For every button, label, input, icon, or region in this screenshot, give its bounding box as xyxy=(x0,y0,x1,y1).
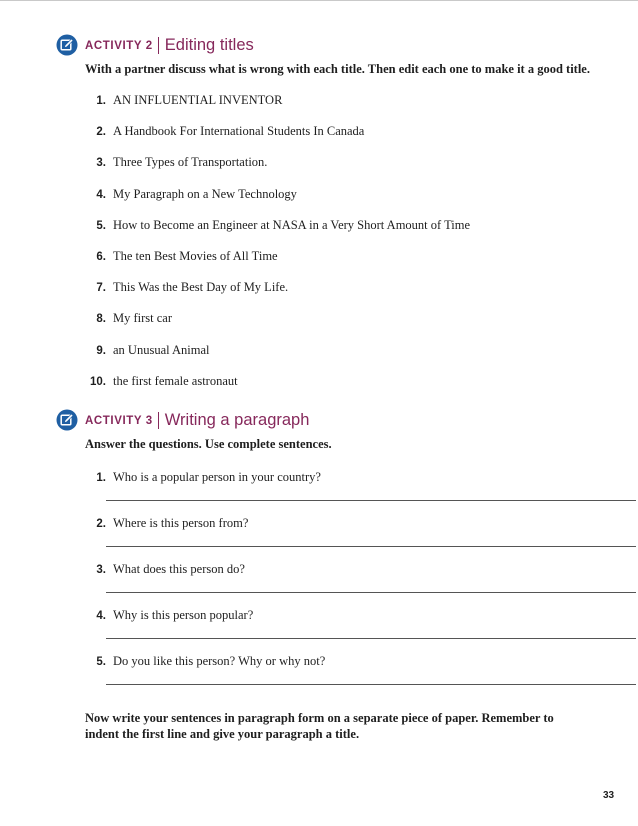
item-number: 3. xyxy=(96,157,106,170)
list-item xyxy=(82,187,470,218)
list-item xyxy=(82,93,470,124)
item-text: AN INFLUENTIAL INVENTOR xyxy=(113,93,283,107)
answer-line[interactable] xyxy=(106,592,636,593)
question-text: What does this person do? xyxy=(113,562,245,576)
item-text: the first female astronaut xyxy=(113,373,238,388)
question-number: 2. xyxy=(96,518,106,530)
activity-3-instructions: Answer the questions. Use complete sentences. xyxy=(85,437,332,451)
item-number: 1. xyxy=(96,95,106,107)
answer-line[interactable] xyxy=(106,638,636,639)
item-text: an Unusual Animal xyxy=(113,342,210,357)
activity-2-title-list xyxy=(82,93,470,405)
item-number: 5. xyxy=(96,219,106,232)
list-item xyxy=(82,374,470,405)
item-number: 4. xyxy=(96,188,106,201)
list-item xyxy=(82,343,470,374)
activity-3-label: ACTIVITY 3 xyxy=(85,415,153,427)
question-text: Who is a popular person in your country? xyxy=(113,470,321,484)
question-number: 4. xyxy=(96,610,106,622)
item-number: 9. xyxy=(96,344,106,357)
question-number: 1. xyxy=(96,472,106,484)
question-item xyxy=(82,608,325,654)
question-number: 3. xyxy=(96,564,106,576)
activity-2-separator xyxy=(158,37,159,54)
activity-2-instructions: With a partner discuss what is wrong with each title. Then edit each one to make it a good title. xyxy=(85,62,590,76)
list-item xyxy=(82,249,470,280)
item-text: The ten Best Movies of All Time xyxy=(113,248,278,263)
activity-3-separator xyxy=(158,412,159,429)
item-text: A Handbook For International Students In Canada xyxy=(113,124,365,139)
activity-2-title: Editing titles xyxy=(164,35,254,54)
question-text: Where is this person from? xyxy=(113,516,249,530)
list-item xyxy=(82,280,470,311)
top-rule xyxy=(0,0,638,1)
list-item xyxy=(82,218,470,249)
answer-line[interactable] xyxy=(106,684,636,685)
question-text: Do you like this person? Why or why not? xyxy=(113,654,326,668)
item-text: Three Types of Transportation. xyxy=(113,155,268,170)
activity-2-header xyxy=(56,33,254,57)
pencil-edit-icon xyxy=(56,409,78,431)
final-instruction: Now write your sentences in paragraph form on a separate piece of paper. Remember to indent the first line and give your paragraph a title. xyxy=(85,711,554,741)
item-text: My Paragraph on a New Technology xyxy=(113,186,297,201)
item-number: 6. xyxy=(96,250,106,263)
item-text: How to Become an Engineer at NASA in a Very Short Amount of Time xyxy=(113,217,471,232)
question-item xyxy=(82,562,325,608)
question-text: Why is this person popular? xyxy=(113,608,254,622)
item-text: My first car xyxy=(113,311,173,326)
question-item xyxy=(82,470,325,516)
activity-3-title: Writing a paragraph xyxy=(164,410,310,429)
item-number: 2. xyxy=(96,126,106,139)
activity-3-header xyxy=(56,408,309,432)
item-text: This Was the Best Day of My Life. xyxy=(113,280,289,295)
item-number: 7. xyxy=(96,282,106,295)
pencil-edit-icon xyxy=(56,34,78,56)
question-item xyxy=(82,654,325,700)
list-item xyxy=(82,124,470,155)
activity-2-label: ACTIVITY 2 xyxy=(85,40,153,52)
item-number: 10. xyxy=(90,375,106,388)
item-number: 8. xyxy=(96,313,106,326)
question-number: 5. xyxy=(96,656,106,668)
list-item xyxy=(82,155,470,186)
activity-3-question-list xyxy=(82,470,325,700)
page-number: 33 xyxy=(603,790,615,801)
question-item xyxy=(82,516,325,562)
list-item xyxy=(82,311,470,342)
answer-line[interactable] xyxy=(106,500,636,501)
answer-line[interactable] xyxy=(106,546,636,547)
